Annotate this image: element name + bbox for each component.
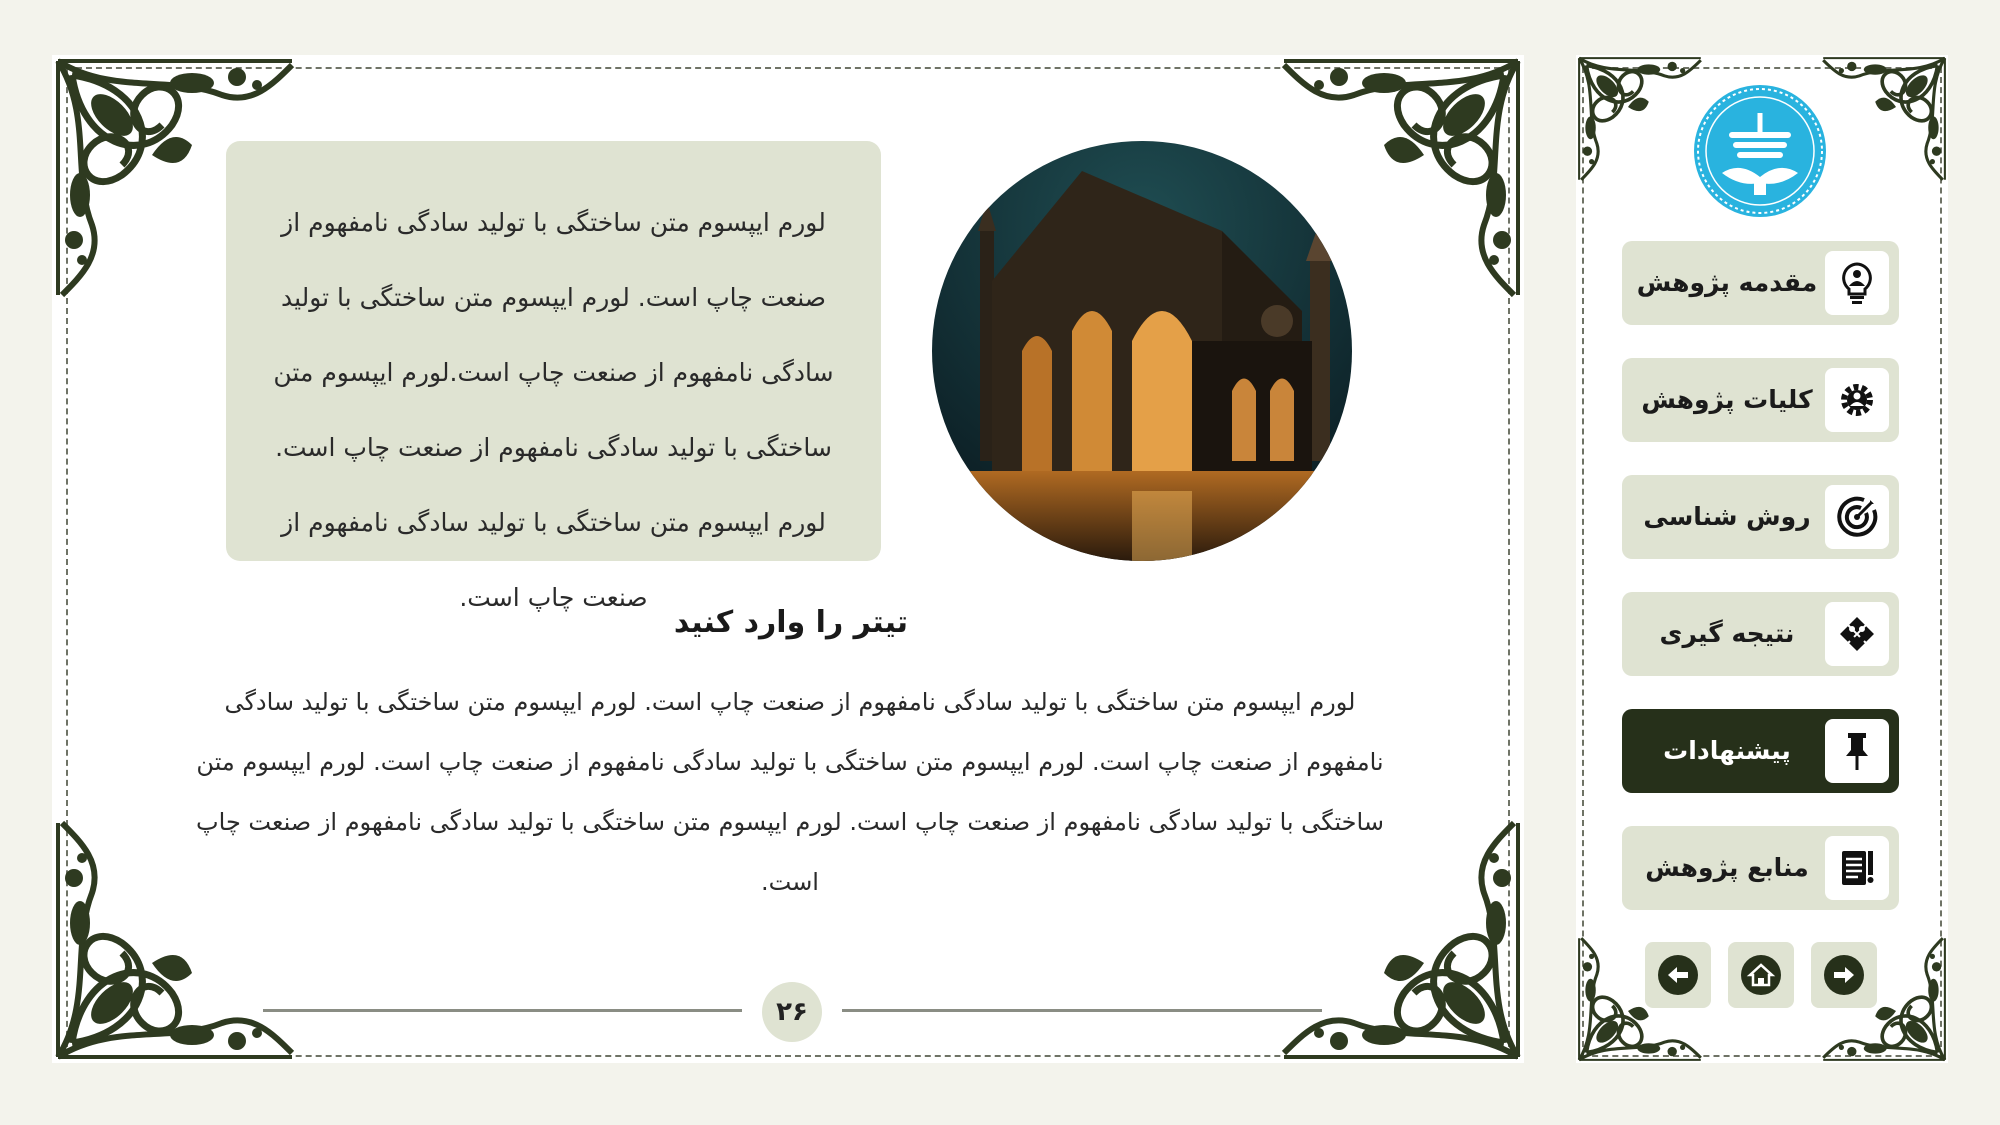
mosque-photo [932, 141, 1352, 561]
section-title: تیتر را وارد کنید [673, 605, 909, 640]
nav-label: منابع پژوهش [1645, 853, 1809, 882]
university-logo [1692, 83, 1828, 219]
document-list-icon [1825, 836, 1889, 900]
page-number: ۲۶ [762, 982, 822, 1042]
puzzle-icon [1825, 602, 1889, 666]
next-button[interactable] [1811, 942, 1877, 1008]
body-paragraph: لورم ایپسوم متن ساختگی با تولید سادگی نامفهوم از صنعت چاپ است. لورم ایپسوم متن ساختگی با تولید سادگی نامفهوم از صنعت چاپ است. لورم ایپسوم متن ساختگی با تولید سادگی نامفهوم از صنعت چاپ است. لورم ایپسوم متن ساختگی با تولید سادگی نامفهوم از صنعت چاپ است. لورم ایپسوم متن ساختگی با تولید سادگی نامفهوم از صنعت چاپ است. [196, 688, 1384, 896]
arrow-left-icon [1656, 953, 1700, 997]
page-divider-right [842, 1009, 1322, 1012]
nav-label: مقدمه پژوهش [1636, 268, 1818, 297]
lightbulb-person-icon [1825, 251, 1889, 315]
nav-item-conclusion[interactable] [1622, 592, 1899, 676]
nav-item-references[interactable] [1622, 826, 1899, 910]
nav-label: پیشنهادات [1663, 736, 1791, 765]
nav-item-suggestions[interactable] [1622, 709, 1899, 793]
text-panel: لورم ایپسوم متن ساختگی با تولید سادگی نامفهوم از صنعت چاپ است. لورم ایپسوم متن ساختگی با تولید سادگی نامفهوم از صنعت چاپ است.لورم ایپسوم متن ساختگی با تولید سادگی نامفهوم از صنعت چاپ است. لورم ایپسوم متن ساختگی با تولید سادگی نامفهوم از صنعت چاپ است. [226, 141, 881, 561]
target-icon [1825, 485, 1889, 549]
nav-label: روش شناسی [1643, 502, 1811, 531]
nav-item-research-overview[interactable] [1622, 358, 1899, 442]
nav-label: نتیجه گیری [1659, 619, 1795, 648]
pin-icon [1825, 719, 1889, 783]
home-icon [1739, 953, 1783, 997]
arrow-right-icon [1822, 953, 1866, 997]
sidebar-ornament-top-right [1818, 55, 1948, 185]
home-button[interactable] [1728, 942, 1794, 1008]
page-divider-left [263, 1009, 742, 1012]
gear-person-icon [1825, 368, 1889, 432]
sidebar-ornament-top-left [1576, 55, 1706, 185]
nav-item-methodology[interactable] [1622, 475, 1899, 559]
nav-label: کلیات پژوهش [1641, 385, 1813, 414]
previous-button[interactable] [1645, 942, 1711, 1008]
nav-item-introduction[interactable] [1622, 241, 1899, 325]
